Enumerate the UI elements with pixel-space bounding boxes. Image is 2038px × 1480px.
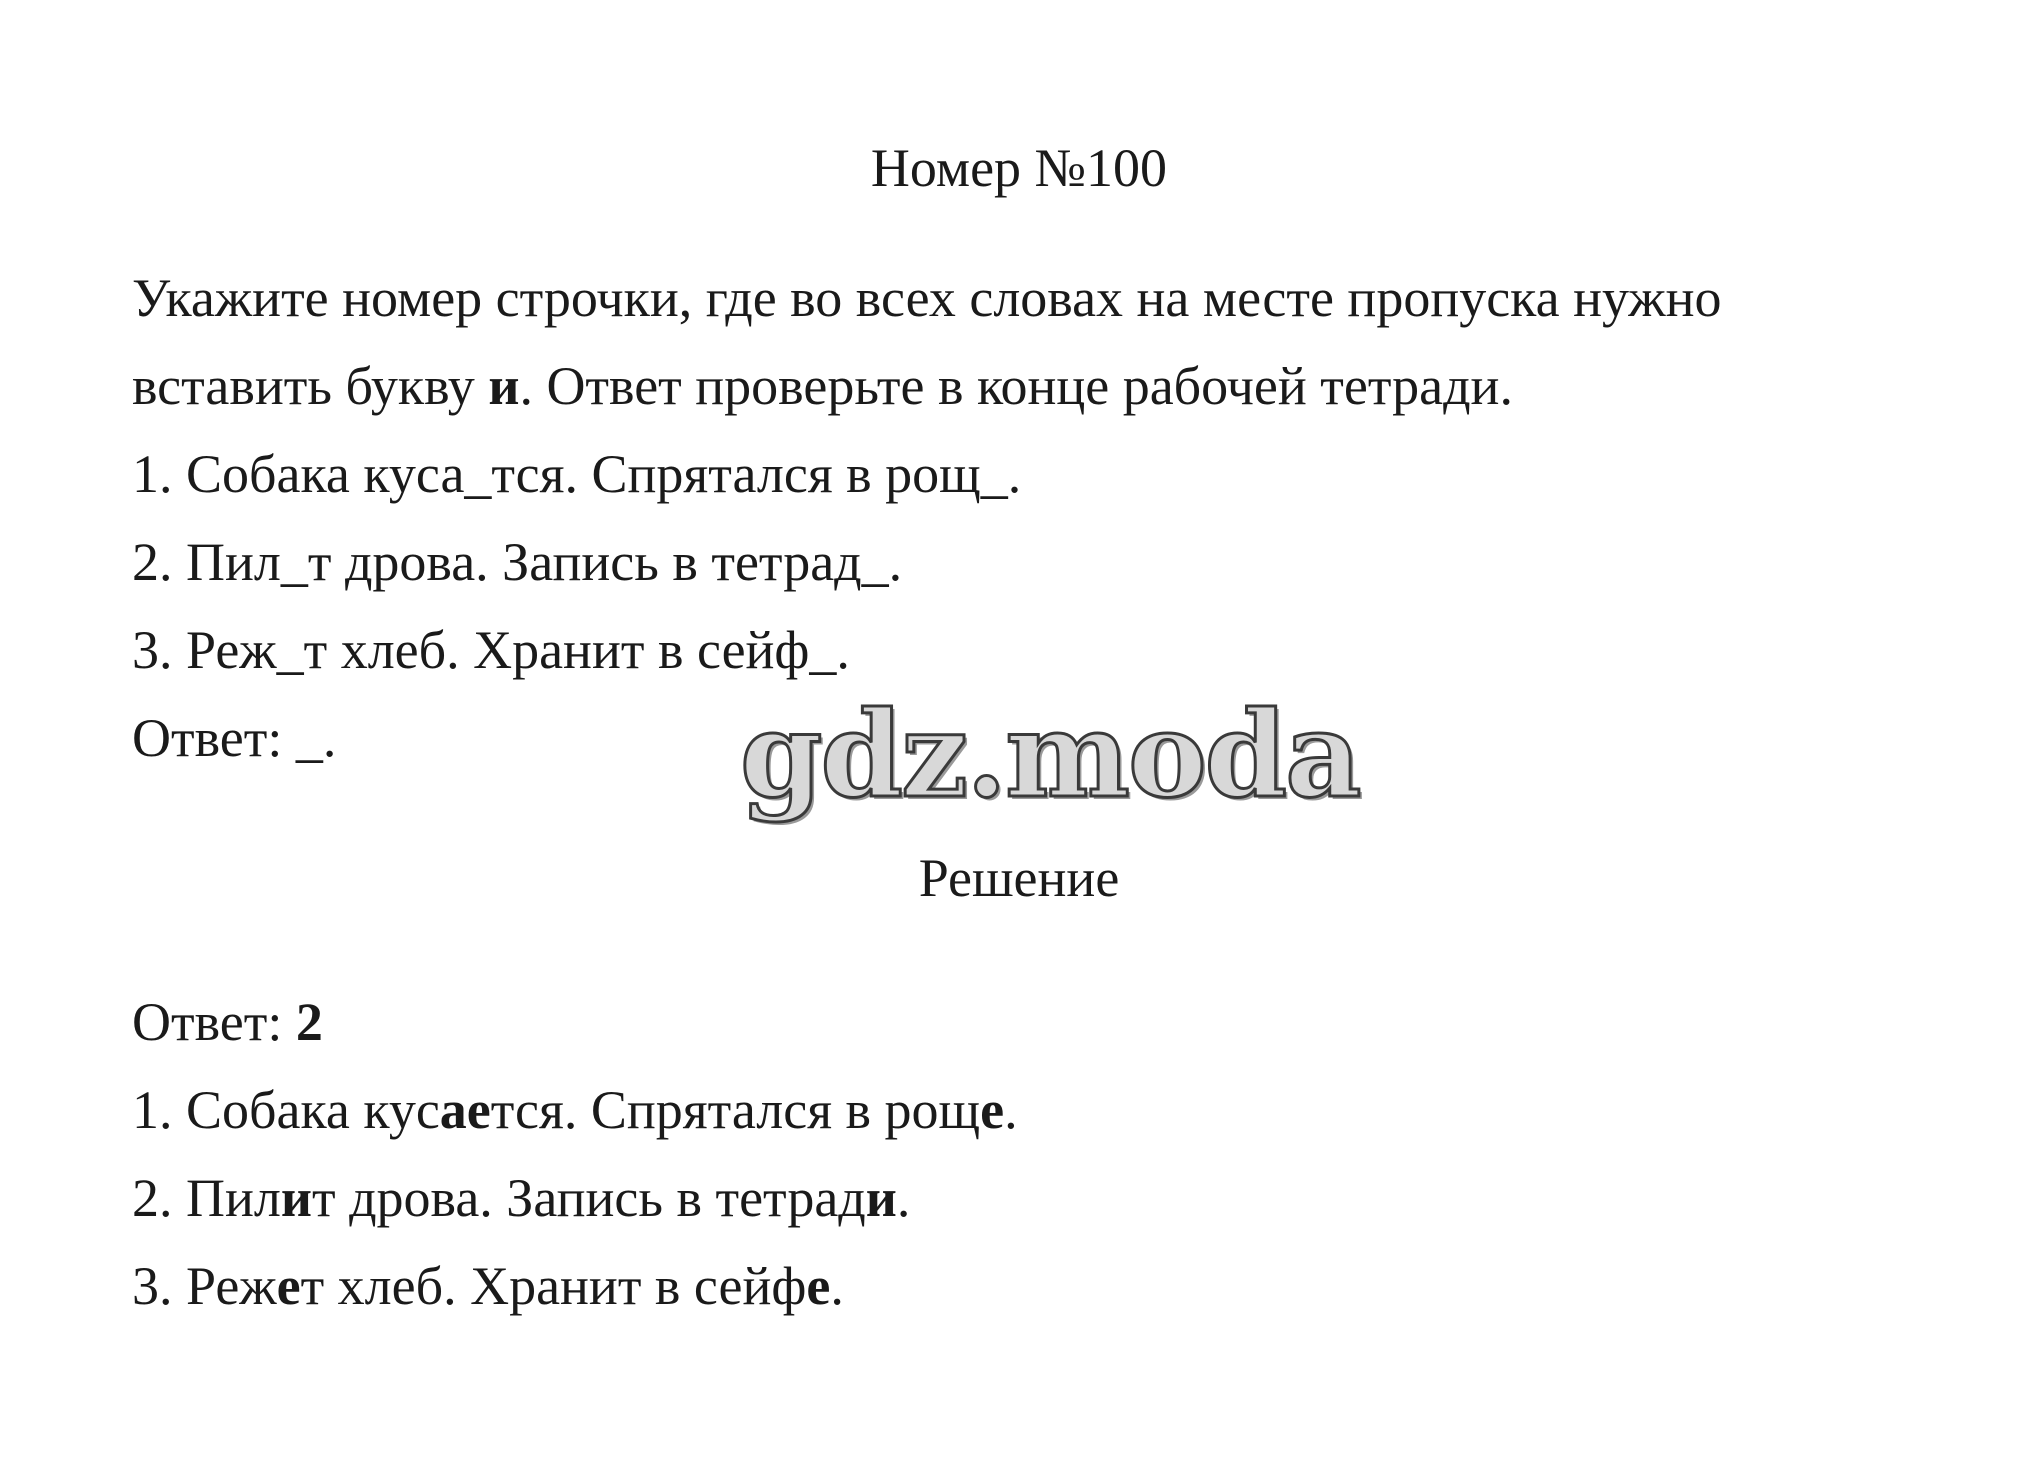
task-item-1: 1. Собака куса_тся. Спрятался в рощ_. (132, 444, 1022, 504)
solution-text-part: . (1004, 1080, 1018, 1140)
solution-answer (132, 992, 323, 1052)
solution-bold-letter: е (980, 1080, 1005, 1140)
solution-text-part: 3. Реж (132, 1256, 277, 1316)
task-letter-bold: и (488, 356, 520, 416)
solution-text-part: 1. Собака кус (132, 1080, 440, 1140)
solution-answer-value: 2 (295, 992, 323, 1052)
solution-text-part: тся. Спрятался в рощ (490, 1080, 981, 1140)
solution-answer-label: Ответ: (132, 992, 296, 1052)
page-title: Номер №100 (870, 138, 1168, 198)
solution-bold-letter: е (276, 1256, 301, 1316)
task-text-line-1: Укажите номер строчки, где во всех словах на месте пропуска нужно (132, 268, 1722, 328)
task-text-line-2 (132, 356, 1513, 416)
solution-bold-letter: и (280, 1168, 312, 1228)
solution-bold-letter: е (806, 1256, 831, 1316)
watermark-logo: gdz.moda (740, 685, 1360, 824)
solution-bold-letter: и (865, 1168, 897, 1228)
solution-item-3 (132, 1256, 844, 1316)
task-item-3: 3. Реж_т хлеб. Хранит в сейф_. (132, 620, 850, 680)
solution-item-2 (132, 1168, 910, 1228)
solution-text-part: . (830, 1256, 844, 1316)
solution-text-part: т дрова. Запись в тетрад (311, 1168, 866, 1228)
solution-text-part: т хлеб. Хранит в сейф (300, 1256, 807, 1316)
task-answer-blank: Ответ: _. (132, 708, 337, 768)
solution-text-part: . (896, 1168, 911, 1228)
solution-text-part: 2. Пил (132, 1168, 281, 1228)
task-text-part: . Ответ проверьте в конце рабочей тетради. (519, 356, 1513, 416)
solution-bold-letter: ае (439, 1080, 491, 1140)
task-text-part: вставить букву (132, 356, 489, 416)
solution-item-1 (132, 1080, 1018, 1140)
task-item-2: 2. Пил_т дрова. Запись в тетрад_. (132, 532, 903, 592)
solution-heading: Решение (918, 848, 1120, 908)
